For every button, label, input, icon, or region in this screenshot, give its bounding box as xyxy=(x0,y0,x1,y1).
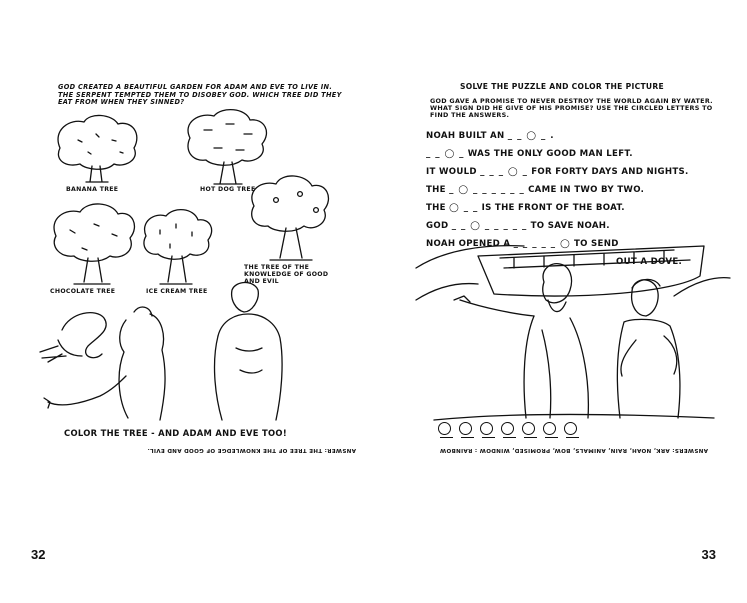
clue-blanks: ◯ _ _ xyxy=(449,203,479,213)
tree-label-chocolate: CHOCOLATE TREE xyxy=(50,288,116,295)
clue-prefix: IT WOULD xyxy=(426,167,477,177)
clue-prefix: GOD xyxy=(426,221,449,231)
man-drawing xyxy=(617,279,680,418)
garden-illustration xyxy=(0,0,373,603)
clue-prefix: NOAH OPENED A xyxy=(426,239,511,249)
clue-suffix: TO SEND xyxy=(573,239,619,249)
answer-circle[interactable] xyxy=(501,422,514,435)
ground-line xyxy=(434,415,714,421)
knowledge-tree-drawing xyxy=(252,176,329,260)
puzzle-intro: GOD GAVE A PROMISE TO NEVER DESTROY THE WORLD AGAIN BY WATER. WHAT SIGN DID HE GIVE OF HIS PROMISE? USE THE CIRCLED LETTERS TO FIND THE ANSWERS. xyxy=(430,97,713,120)
hot-dog-tree-drawing xyxy=(188,110,266,184)
clue-prefix: NOAH BUILT AN xyxy=(426,131,505,141)
left-intro-text: GOD CREATED A BEAUTIFUL GARDEN FOR ADAM AND EVE TO LIVE IN. THE SERPENT TEMPTED THEM TO DISOBEY GOD. WHICH TREE DID THEY EAT FROM WHEN THEY SINNED? xyxy=(58,83,342,107)
answer-circle[interactable] xyxy=(438,422,451,435)
puzzle-title: SOLVE THE PUZZLE AND COLOR THE PICTURE xyxy=(460,82,665,91)
ark-drawing xyxy=(478,246,704,296)
chocolate-tree-drawing xyxy=(54,204,134,284)
clue-blanks: _ _ _ ◯ _ xyxy=(480,167,528,177)
answer-circle[interactable] xyxy=(522,422,535,435)
clue-prefix: THE xyxy=(426,203,446,213)
clue-blanks: _ _ _ _ _ ◯ xyxy=(513,239,571,249)
clue-suffix: FOR FORTY DAYS AND NIGHTS. xyxy=(531,167,689,177)
serpent-drawing xyxy=(40,313,106,362)
banana-tree-drawing xyxy=(58,115,137,182)
noah-drawing xyxy=(454,264,588,418)
clue-suffix: TO SAVE NOAH. xyxy=(530,221,610,231)
clue-suffix: OUT A DOVE. xyxy=(616,257,683,267)
tree-label-knowledge: THE TREE OF THE KNOWLEDGE OF GOOD AND EVIL xyxy=(244,264,329,285)
clue-suffix: CAME IN TWO BY TWO. xyxy=(528,185,645,195)
eve-drawing xyxy=(44,307,165,420)
tree-label-ice-cream: ICE CREAM TREE xyxy=(146,288,208,295)
answer-circle[interactable] xyxy=(564,422,577,435)
answer-circle[interactable] xyxy=(543,422,556,435)
tree-label-banana: BANANA TREE xyxy=(66,186,119,193)
answer-circle[interactable] xyxy=(459,422,472,435)
clue-blanks: _ _ ◯ _ _ _ _ _ xyxy=(451,221,528,231)
clue-blanks: _ ◯ _ _ _ _ _ _ xyxy=(449,185,525,195)
tree-label-hot-dog: HOT DOG TREE xyxy=(200,186,256,193)
right-page xyxy=(374,0,747,603)
left-page xyxy=(0,0,373,603)
clue-suffix: IS THE FRONT OF THE BOAT. xyxy=(481,203,625,213)
adam-drawing xyxy=(215,283,283,421)
answer-circle[interactable] xyxy=(480,422,493,435)
ice-cream-tree-drawing xyxy=(144,210,212,284)
page-number: 33 xyxy=(701,547,716,562)
color-instruction: COLOR THE TREE - AND ADAM AND EVE TOO! xyxy=(64,428,287,438)
noah-ark-illustration xyxy=(374,0,747,603)
left-answer-upside-down: ANSWER: THE TREE OF THE KNOWLEDGE OF GOOD AND EVIL. xyxy=(147,447,356,453)
clue-suffix: WAS THE ONLY GOOD MAN LEFT. xyxy=(467,149,633,159)
answer-circles xyxy=(438,422,577,435)
clue-blanks: _ _ ◯ _ . xyxy=(507,131,555,141)
clue-blanks: _ _ ◯ _ xyxy=(426,149,465,159)
clue-prefix: THE xyxy=(426,185,446,195)
right-answer-upside-down: ANSWERS: ARK, NOAH, RAIN, ANIMALS, BOW, PROMISED, WINDOW : RAINBOW xyxy=(439,447,708,453)
hills-drawing xyxy=(416,246,730,300)
page-number: 32 xyxy=(31,547,46,562)
